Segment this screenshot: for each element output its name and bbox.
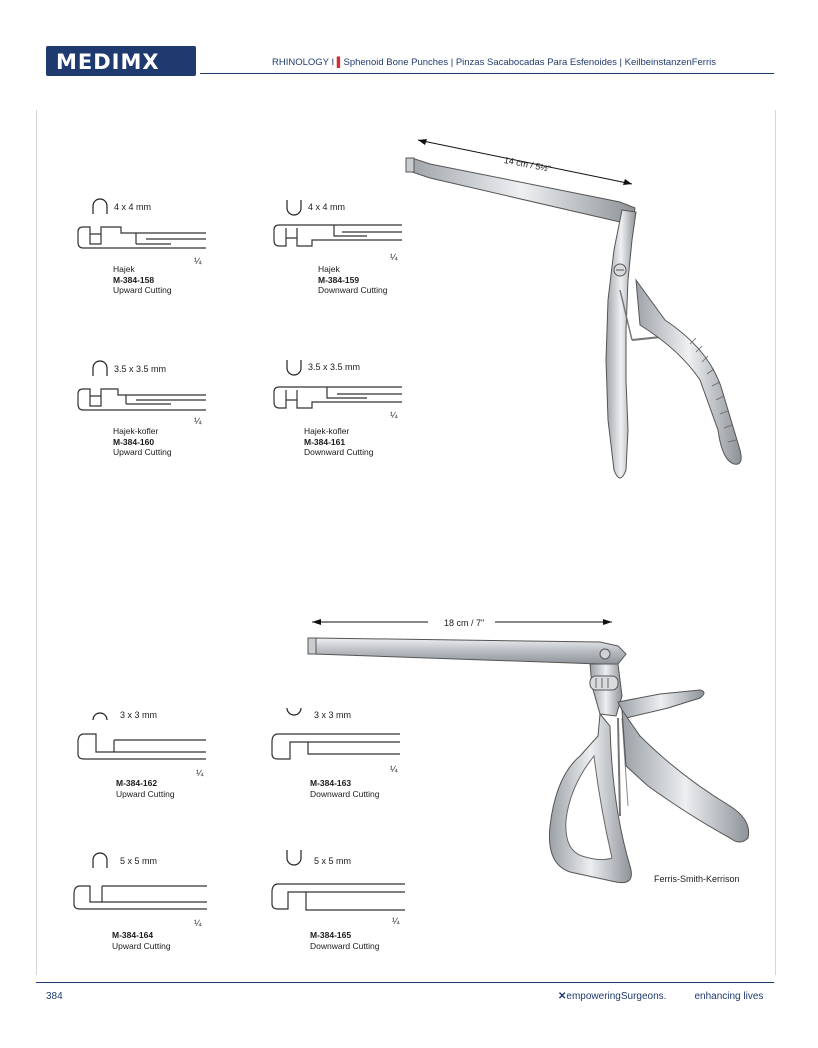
product-code: M-384-164 [112,930,154,940]
cut-direction: Downward Cutting [304,447,374,457]
product-name: Hajek [113,264,135,274]
red-marker-icon: ▌ [336,57,344,68]
logo-text: MEDIMX [56,50,160,74]
scale-label: ¼ [196,768,204,778]
jaw-size: 3 x 3 mm [120,710,158,720]
breadcrumb-title: Sphenoid Bone Punches | Pinzas Sacabocadas Para Esfenoides | KeilbeinstanzenFerris [343,57,716,68]
breadcrumb [272,57,716,68]
scale-label: ¼ [390,410,398,420]
cut-direction: Upward Cutting [113,285,172,295]
downward-profile-icon [284,358,304,376]
upward-profile-icon [90,708,110,722]
product-code: M-384-158 [113,274,155,285]
product-label [318,264,387,296]
product-label [310,930,379,951]
slogan: enhancing lives [694,991,764,1002]
product-code: M-384-162 [116,778,158,788]
scale-label: ¼ [194,918,202,928]
jaw-tip-drawing [76,224,206,254]
cut-direction: Downward Cutting [310,940,380,951]
scale-label: ¼ [390,252,398,262]
scale-label: ¼ [390,764,398,774]
footer-tagline [558,991,763,1002]
jaw-size: 3.5 x 3.5 mm [308,362,361,372]
product-code: M-384-161 [304,436,346,447]
upward-profile-icon [90,360,110,378]
kerrison-instrument-drawing [300,606,760,896]
brand-tagline: empoweringSurgeons. [566,991,667,1002]
jaw-tip-drawing [272,222,402,252]
downward-profile-icon [284,198,304,216]
instrument-name: Ferris-Smith-Kerrison [654,874,740,884]
product-name: Hajek-kofler [113,426,159,436]
product-code: M-384-165 [310,930,352,940]
punch-instrument-drawing [400,130,760,490]
header-divider [200,73,774,74]
scale-label: ¼ [194,416,202,426]
x-logo-icon: ✕ [558,991,567,1002]
cut-direction: Downward Cutting [318,285,388,295]
product-label [113,426,172,458]
jaw-size: 3 x 3 mm [314,710,352,720]
cut-direction: Upward Cutting [116,788,175,799]
product-code: M-384-163 [310,778,352,788]
jaw-tip-drawing [72,882,207,914]
product-label [112,930,171,951]
jaw-tip-drawing [272,384,402,414]
upward-profile-icon [90,850,110,870]
cut-direction: Upward Cutting [112,940,171,951]
jaw-tip-drawing [76,386,206,416]
page-number: 384 [46,991,63,1002]
jaw-size: 5 x 5 mm [314,856,352,866]
product-label [304,426,373,458]
dimension-label: 18 cm / 7" [444,618,485,628]
scale-label: ¼ [392,916,400,926]
medimax-logo [46,46,196,76]
product-code: M-384-159 [318,274,360,285]
jaw-size: 4 x 4 mm [308,202,346,212]
jaw-size: 3.5 x 3.5 mm [114,364,167,374]
footer-divider [36,982,774,983]
product-label [113,264,172,296]
product-name: Hajek [318,264,340,274]
dimension-label: 14 cm / 5½" [503,155,552,174]
cut-direction: Upward Cutting [113,447,172,457]
cut-direction: Downward Cutting [310,788,380,799]
upward-profile-icon [90,198,110,216]
jaw-tip-drawing [76,730,206,762]
scale-label: ¼ [194,256,202,266]
product-label [116,778,175,799]
product-code: M-384-160 [113,436,155,447]
breadcrumb-section: RHINOLOGY I [272,57,335,68]
product-name: Hajek-kofler [304,426,350,436]
jaw-size: 4 x 4 mm [114,202,152,212]
jaw-size: 5 x 5 mm [120,856,158,866]
